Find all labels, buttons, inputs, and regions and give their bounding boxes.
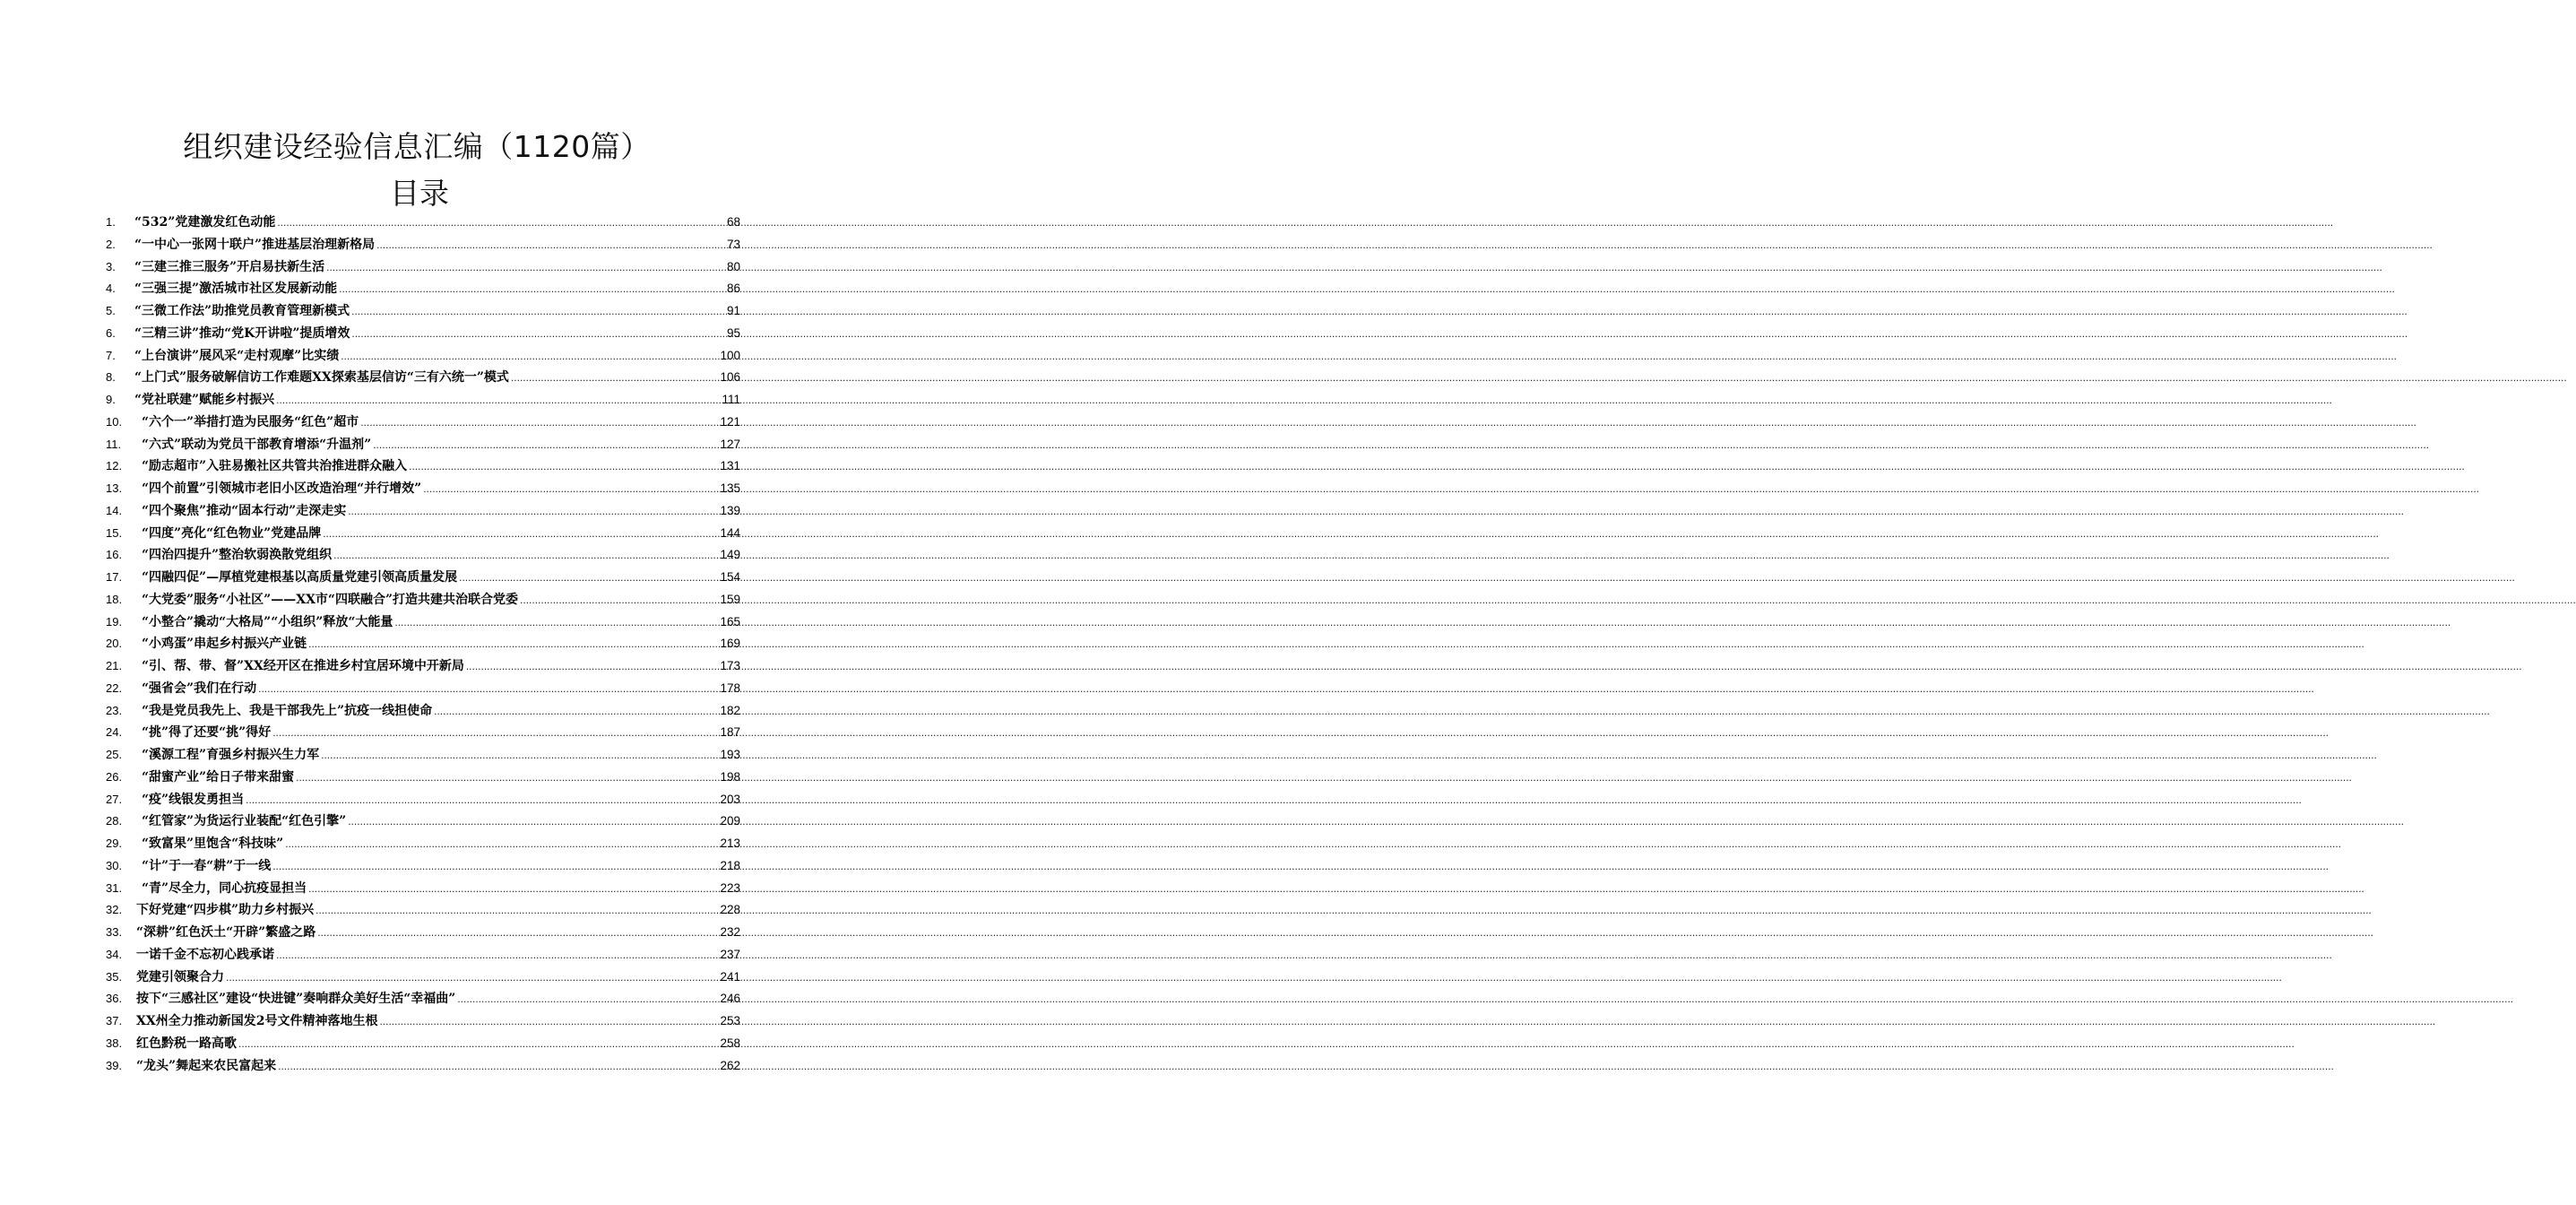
toc-dot-leader — [238, 1033, 718, 1055]
toc-entry[interactable] — [106, 367, 740, 389]
toc-entry[interactable] — [106, 767, 740, 789]
toc-entry-title[interactable]: “深耕”红色沃土“开辟”繁盛之路 — [136, 925, 316, 940]
toc-dot-leader — [226, 967, 718, 989]
toc-entry-title[interactable]: “四治四提升”整治软弱涣散党组织 — [142, 548, 333, 563]
toc-entry[interactable] — [106, 234, 740, 256]
toc-entry-number: 11. — [106, 437, 122, 451]
toc-dot-leader — [276, 389, 720, 412]
toc-entry-title[interactable]: “532”党建激发红色动能 — [134, 215, 276, 230]
toc-entry-page-number: 121 — [720, 414, 740, 429]
toc-entry-title[interactable]: “三建三推三服务”开启易扶新生活 — [134, 259, 325, 274]
toc-entry-number: 27. — [106, 792, 123, 806]
toc-dot-leader — [246, 789, 718, 811]
toc-dot-leader — [308, 633, 718, 655]
toc-entry-number: 16. — [106, 548, 123, 562]
toc-entry-page-number: 258 — [720, 1036, 740, 1050]
toc-entry-page-number: 198 — [720, 769, 740, 784]
toc-entry-page-number: 182 — [720, 703, 740, 717]
toc-entry[interactable] — [106, 700, 740, 723]
toc-entry-title[interactable]: “致富果”里饱含“科技味” — [142, 837, 284, 851]
toc-entry-page-number: 154 — [720, 570, 740, 584]
toc-entry-number: 32. — [106, 903, 123, 917]
toc-entry-title[interactable]: “引、帮、带、督”XX经开区在推进乡村宜居环境中开新局 — [142, 659, 464, 673]
toc-entry-number: 25. — [106, 748, 123, 761]
toc-entry-number: 31. — [106, 880, 123, 895]
toc-entry-title[interactable]: 红色黔税一路高歌 — [136, 1036, 237, 1051]
toc-entry-number: 19. — [106, 614, 123, 629]
toc-dot-leader — [348, 811, 718, 833]
toc-entry-page-number: 218 — [720, 858, 740, 872]
toc-entry[interactable] — [106, 278, 740, 300]
toc-entry-number: 33. — [106, 925, 123, 939]
toc-entry-number: 26. — [106, 769, 123, 784]
toc-entry-number: 8. — [106, 370, 116, 385]
toc-entry-page-number: 178 — [720, 681, 740, 695]
toc-entry[interactable] — [106, 389, 740, 412]
toc-dot-leader — [296, 767, 718, 789]
toc-entry-page-number: 80 — [726, 259, 740, 273]
toc-entry[interactable] — [106, 323, 740, 345]
toc-entry-number: 37. — [106, 1014, 123, 1027]
toc-entry-number: 36. — [106, 992, 123, 1006]
toc-entry-number: 20. — [106, 637, 123, 651]
toc-entry-page-number: 127 — [720, 437, 740, 451]
toc-entry-page-number: 144 — [720, 525, 740, 540]
toc-entry-number: 30. — [106, 858, 123, 872]
toc-entry[interactable] — [106, 1033, 740, 1055]
toc-entry-title[interactable]: “三精三讲”推动“党K开讲啦”提质增效 — [134, 325, 350, 341]
toc-dot-leader — [376, 234, 725, 256]
toc-entry-number: 18. — [106, 592, 123, 606]
toc-dot-leader — [379, 1010, 718, 1033]
toc-dot-leader — [466, 655, 719, 678]
toc-dot-leader — [339, 278, 725, 300]
toc-entry[interactable] — [106, 899, 740, 922]
toc-entry-title[interactable]: “六式”联动为党员干部教育增添“升温剂” — [142, 437, 372, 452]
toc-heading: 目录 — [390, 176, 449, 211]
toc-entry-number: 28. — [106, 814, 123, 828]
toc-entry[interactable] — [106, 678, 740, 700]
toc-entry-title[interactable]: “四个聚焦”推动“固本行动”走深走实 — [142, 503, 347, 518]
toc-entry-number: 15. — [106, 525, 123, 540]
toc-entry-number: 23. — [106, 703, 123, 717]
toc-entry-title[interactable]: 一诺千金不忘初心践承诺 — [136, 947, 274, 962]
toc-entry-number: 12. — [106, 459, 123, 473]
toc-entry-page-number: 173 — [720, 659, 740, 672]
toc-dot-leader — [333, 544, 718, 567]
toc-entry-title[interactable]: “四融四促”—厚植党建根基以高质量党建引领高质量发展 — [142, 570, 458, 585]
toc-dot-leader — [317, 922, 718, 944]
toc-entry-number: 7. — [106, 348, 116, 362]
toc-entry[interactable] — [106, 256, 740, 279]
toc-entry-page-number: 241 — [720, 969, 740, 984]
toc-dot-leader — [459, 567, 718, 589]
toc-dot-leader — [351, 323, 725, 345]
toc-entry-page-number: 213 — [720, 837, 740, 850]
toc-dot-leader — [423, 478, 718, 500]
toc-entry[interactable] — [106, 434, 740, 456]
toc-entry-title[interactable]: “三微工作法”助推党员教育管理新模式 — [134, 304, 350, 318]
toc-entry-number: 9. — [106, 393, 116, 406]
toc-entry[interactable] — [106, 1055, 740, 1078]
toc-entry-number: 21. — [106, 659, 123, 672]
toc-entry-number: 4. — [106, 282, 116, 296]
toc-entry-page-number: 203 — [720, 792, 740, 806]
document-page — [0, 0, 851, 1205]
toc-dot-leader — [341, 345, 718, 368]
toc-entry-title[interactable]: “强省会”我们在行动 — [142, 681, 257, 696]
toc-entry[interactable] — [106, 544, 740, 567]
toc-entry-number: 2. — [106, 237, 116, 251]
toc-entry-page-number: 165 — [720, 614, 740, 629]
toc-entry-number: 39. — [106, 1058, 123, 1072]
toc-entry-number: 10. — [106, 414, 123, 429]
toc-entry-page-number: 223 — [720, 880, 740, 895]
toc-dot-leader — [511, 367, 719, 389]
toc-entry[interactable] — [106, 878, 740, 900]
toc-entry-title[interactable]: 按下“三感社区”建设“快进键”奏响群众美好生活“幸福曲” — [136, 992, 456, 1007]
toc-entry[interactable] — [106, 1010, 740, 1033]
toc-entry-page-number: 209 — [720, 814, 740, 828]
toc-dot-leader — [394, 611, 718, 634]
toc-entry-number: 29. — [106, 837, 123, 850]
toc-entry-page-number: 68 — [726, 215, 740, 229]
toc-entry-page-number: 95 — [726, 325, 740, 340]
toc-entry-page-number: 246 — [720, 992, 740, 1006]
toc-entry-page-number: 106 — [720, 370, 740, 385]
toc-entry[interactable] — [106, 855, 740, 878]
toc-dot-leader — [285, 833, 718, 855]
toc-dot-leader — [308, 878, 718, 900]
toc-entry-page-number: 149 — [720, 548, 740, 562]
toc-entry[interactable] — [106, 633, 740, 655]
toc-dot-leader — [348, 500, 718, 523]
toc-entry-title[interactable]: “四度”亮化“红色物业”党建品牌 — [142, 525, 322, 541]
toc-entry[interactable] — [106, 500, 740, 523]
toc-dot-leader — [321, 744, 718, 767]
toc-entry-number: 38. — [106, 1036, 123, 1050]
toc-entry[interactable] — [106, 455, 740, 478]
toc-entry-title[interactable]: “党社联建”赋能乡村振兴 — [134, 393, 275, 407]
toc-entry-number: 13. — [106, 481, 123, 495]
toc-dot-leader — [277, 212, 725, 234]
toc-entry-title[interactable]: “上台演讲”展风采“走村观摩”比实绩 — [134, 348, 340, 363]
toc-entry[interactable] — [106, 988, 740, 1010]
toc-dot-leader — [323, 523, 718, 545]
toc-entry-title[interactable]: “四个前置”引领城市老旧小区改造治理“并行增效” — [142, 481, 422, 496]
toc-entry-page-number: 131 — [720, 459, 740, 473]
toc-entry-title[interactable]: “上门式”服务破解信访工作难题XX探索基层信访“三有六统一”模式 — [134, 370, 509, 386]
toc-entry-title[interactable]: “挑”得了还要“挑”得好 — [142, 725, 272, 741]
toc-entry-number: 34. — [106, 947, 123, 961]
toc-dot-leader — [373, 434, 718, 456]
toc-entry[interactable] — [106, 744, 740, 767]
toc-dot-leader — [360, 412, 718, 434]
toc-entry[interactable] — [106, 722, 740, 744]
toc-entry-number: 24. — [106, 725, 123, 740]
toc-entry-page-number: 111 — [722, 393, 740, 406]
toc-entry-page-number: 100 — [720, 348, 740, 362]
document-title: 组织建设经验信息汇编（1120篇） — [183, 129, 651, 164]
toc-entry-page-number: 73 — [726, 237, 740, 251]
toc-entry-page-number: 253 — [720, 1014, 740, 1027]
toc-entry[interactable] — [106, 567, 740, 589]
toc-entry[interactable] — [106, 345, 740, 368]
toc-entry-title[interactable]: XX州全力推动新国发2号文件精神落地生根 — [136, 1014, 378, 1028]
toc-entry-number: 17. — [106, 570, 123, 584]
toc-entry-page-number: 91 — [726, 304, 740, 317]
toc-dot-leader — [434, 700, 718, 723]
toc-entry-page-number: 169 — [720, 637, 740, 651]
toc-entry-title[interactable]: “我是党员我先上、我是干部我先上”抗疫一线担使命 — [142, 703, 433, 718]
toc-entry-title[interactable]: “三强三提”激活城市社区发展新动能 — [134, 282, 338, 297]
toc-entry-title[interactable]: “疫”线银发勇担当 — [142, 792, 245, 807]
toc-entry-title[interactable]: “大党委”服务“小社区”——XX市“四联融合”打造共建共治联合党委 — [142, 592, 519, 607]
toc-dot-leader — [272, 722, 718, 744]
toc-entry-number: 22. — [106, 681, 123, 695]
toc-dot-leader — [276, 944, 718, 967]
toc-dot-leader — [520, 589, 718, 611]
toc-entry-number: 6. — [106, 325, 116, 340]
toc-entry[interactable] — [106, 412, 740, 434]
toc-entry-number: 3. — [106, 259, 116, 273]
toc-entry-title[interactable]: “计”于一春“耕”于一线 — [142, 858, 272, 873]
toc-entry-page-number: 86 — [726, 282, 740, 296]
toc-entry[interactable] — [106, 300, 740, 323]
toc-entry-title[interactable]: “六个一”举措打造为民服务“红色”超市 — [142, 414, 359, 429]
toc-entry-number: 1. — [106, 215, 116, 229]
toc-entry[interactable] — [106, 478, 740, 500]
toc-entry[interactable] — [106, 967, 740, 989]
toc-entry-title[interactable]: “一中心一张网十联户”推进基层治理新格局 — [134, 237, 376, 252]
toc-entry[interactable] — [106, 523, 740, 545]
toc-entry-page-number: 232 — [720, 925, 740, 939]
toc-entry-title[interactable]: “青”尽全力，同心抗疫显担当 — [142, 880, 307, 896]
table-of-contents — [106, 212, 740, 1077]
toc-entry[interactable] — [106, 212, 740, 234]
toc-entry-title[interactable]: “励志超市”入驻易搬社区共管共治推进群众融入 — [142, 459, 408, 474]
toc-entry-title[interactable]: “甜蜜产业”给日子带来甜蜜 — [142, 769, 295, 785]
toc-entry[interactable] — [106, 611, 740, 634]
toc-dot-leader — [326, 256, 725, 279]
toc-dot-leader — [258, 678, 718, 700]
toc-entry[interactable] — [106, 833, 740, 855]
toc-entry-title[interactable]: “龙头”舞起来农民富起来 — [136, 1058, 277, 1073]
toc-entry-page-number: 237 — [720, 947, 740, 961]
toc-entry-page-number: 228 — [720, 903, 740, 917]
toc-entry-page-number: 193 — [720, 748, 740, 761]
toc-entry-number: 5. — [106, 304, 116, 317]
toc-entry-number: 35. — [106, 969, 123, 984]
toc-entry[interactable] — [106, 589, 740, 611]
toc-entry[interactable] — [106, 944, 740, 967]
toc-dot-leader — [409, 455, 718, 478]
toc-dot-leader — [351, 300, 725, 323]
toc-dot-leader — [278, 1055, 718, 1078]
toc-dot-leader — [316, 899, 718, 922]
toc-entry-page-number: 187 — [720, 725, 740, 740]
toc-entry-number: 14. — [106, 503, 123, 517]
toc-entry-page-number: 159 — [720, 592, 740, 606]
toc-entry-title[interactable]: 下好党建“四步棋”助力乡村振兴 — [136, 903, 315, 918]
toc-entry-title[interactable]: “小鸡蛋”串起乡村振兴产业链 — [142, 637, 307, 652]
toc-entry-page-number: 139 — [720, 503, 740, 517]
toc-entry-title[interactable]: 党建引领聚合力 — [136, 969, 224, 984]
toc-entry[interactable] — [106, 811, 740, 833]
toc-entry-title[interactable]: “红管家”为货运行业装配“红色引擎” — [142, 814, 347, 829]
toc-entry-page-number: 262 — [720, 1058, 740, 1072]
toc-entry[interactable] — [106, 789, 740, 811]
toc-entry[interactable] — [106, 655, 740, 678]
toc-dot-leader — [457, 988, 718, 1010]
toc-entry-title[interactable]: “溪源工程”育强乡村振兴生力军 — [142, 748, 320, 762]
toc-entry-page-number: 135 — [720, 481, 740, 495]
toc-entry[interactable] — [106, 922, 740, 944]
toc-entry-title[interactable]: “小整合”撬动“大格局”“小组织”释放“大能量 — [142, 614, 393, 629]
toc-dot-leader — [272, 855, 718, 878]
